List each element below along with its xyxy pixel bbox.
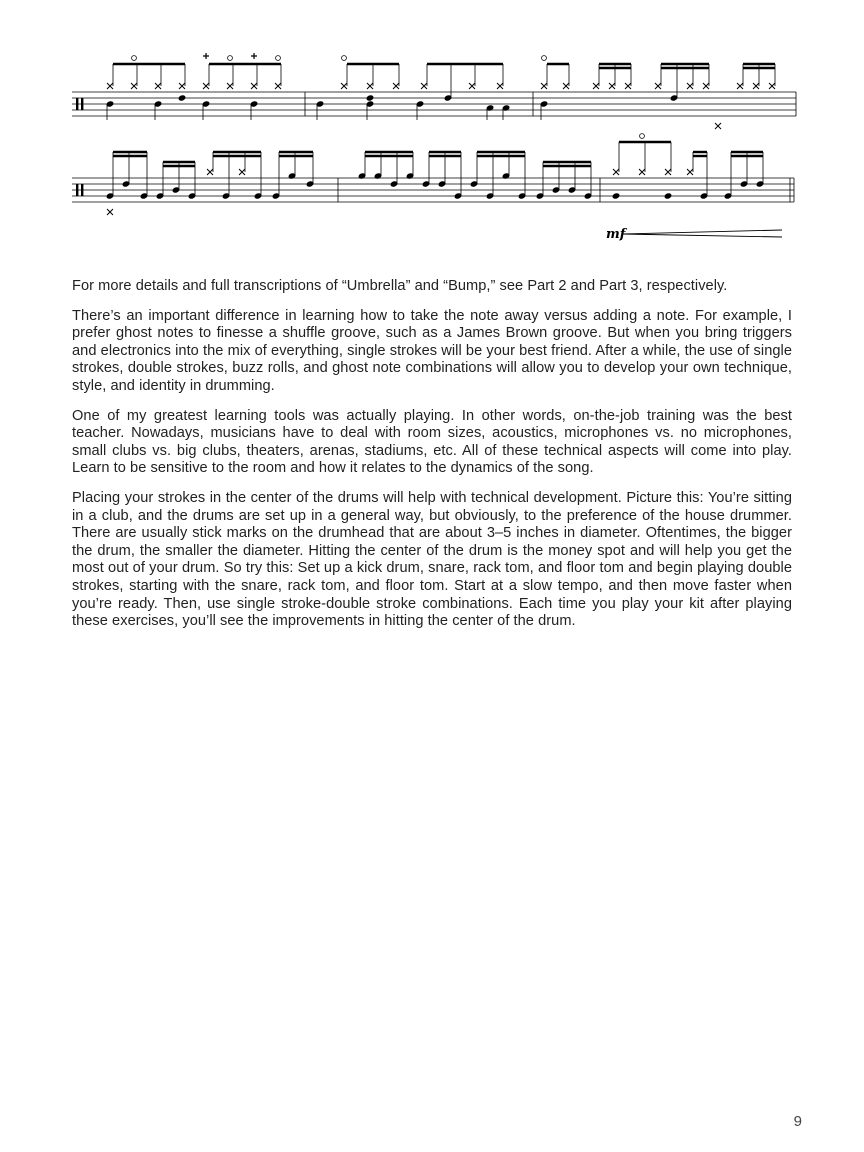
closed-hihat-mark [251, 53, 257, 59]
open-hihat-mark [132, 56, 137, 61]
drum-notation-svg [60, 40, 804, 250]
drum-note [178, 94, 187, 101]
cymbal-note [625, 83, 631, 89]
cymbal-note [665, 169, 671, 175]
cymbal-note [655, 83, 661, 89]
cymbal-note [179, 83, 185, 89]
cymbal-note [609, 83, 615, 89]
cymbal-note [239, 169, 245, 175]
page-number: 9 [793, 1113, 802, 1130]
open-hihat-mark [276, 56, 281, 61]
cymbal-note [107, 209, 113, 215]
paragraph-4: Placing your strokes in the center of the drums will help with technical development. Picture this: You’re sitting in a club, and the drums are set up in a general way, but obviously, to the preference of the house drummer. There are usually stick marks on the drumhead that are about 3–5 inches in diameter. Oftentimes, the bigger the drum, the smaller the diameter. Hitting the center of the drum is the money spot and will help you get the most out of your drum. So try this: Set up a kick drum, snare, rack tom, and floor tom and begin playing double strokes, starting with the snare, rack tom, and floor tom. Start at a slow tempo, and then move faster when you’re ready. Then, use single stroke-double stroke combinations. Each time you play your kit after playing these exercises, you’ll see the improvements in hitting the center of the drum. [72, 489, 792, 630]
cymbal-note [421, 83, 427, 89]
open-hihat-mark [542, 56, 547, 61]
staff-system-1 [72, 53, 796, 129]
body-text [72, 278, 792, 643]
cymbal-note [737, 83, 743, 89]
cymbal-note [563, 83, 569, 89]
percussion-clef [81, 98, 83, 110]
cymbal-note [341, 83, 347, 89]
dynamic-marking: mf [606, 227, 626, 242]
cymbal-note [275, 83, 281, 89]
cymbal-note [469, 83, 475, 89]
cymbal-note [497, 83, 503, 89]
cymbal-note [703, 83, 709, 89]
cymbal-note [207, 169, 213, 175]
cymbal-note [687, 83, 693, 89]
open-hihat-mark [228, 56, 233, 61]
paragraph-1: For more details and full transcriptions of “Umbrella” and “Bump,” see Part 2 and Part 3, respectively. [72, 278, 728, 294]
cymbal-note [227, 83, 233, 89]
cymbal-note [769, 83, 775, 89]
paragraph-3: One of my greatest learning tools was actually playing. In other words, on-the-job training was the best teacher. Nowadays, musicians have to deal with room sizes, acoustics, microphones vs. no microphones, small clubs vs. big clubs, theaters, arenas, stadiums, etc. All of these technical aspects will come into play. Learn to be sensitive to the room and how it relates to the dynamics of the song. [72, 407, 792, 477]
percussion-clef [81, 184, 83, 196]
cymbal-note [203, 83, 209, 89]
drum-note [612, 192, 621, 199]
cymbal-note [639, 169, 645, 175]
paragraph-2: There’s an important difference in learning how to take the note away versus adding a note. For example, I prefer ghost notes to finesse a shuffle groove, such as a James Brown groove. But when you bring triggers and electronics into the mix of everything, single strokes will be your best friend. After a while, the use of single strokes, double strokes, buzz rolls, and ghost note combinations will allow you to develop your own technique, style, and identity in drumming. [72, 307, 792, 394]
open-hihat-mark [342, 56, 347, 61]
cymbal-note [593, 83, 599, 89]
cymbal-note [131, 83, 137, 89]
cymbal-note [753, 83, 759, 89]
open-hihat-mark [640, 134, 645, 139]
drum-notation [60, 40, 804, 250]
staff-system-2 [72, 134, 794, 215]
crescendo-hairpin [622, 230, 782, 237]
closed-hihat-mark [203, 53, 209, 59]
percussion-clef [76, 184, 78, 196]
drum-note [366, 94, 375, 101]
cymbal-note [251, 83, 257, 89]
cymbal-note [393, 83, 399, 89]
cymbal-note [541, 83, 547, 89]
cymbal-note [107, 83, 113, 89]
cymbal-note [155, 83, 161, 89]
cymbal-note [613, 169, 619, 175]
cymbal-note [687, 169, 693, 175]
cymbal-note [715, 123, 721, 129]
drum-note [664, 192, 673, 199]
percussion-clef [76, 98, 78, 110]
cymbal-note [367, 83, 373, 89]
